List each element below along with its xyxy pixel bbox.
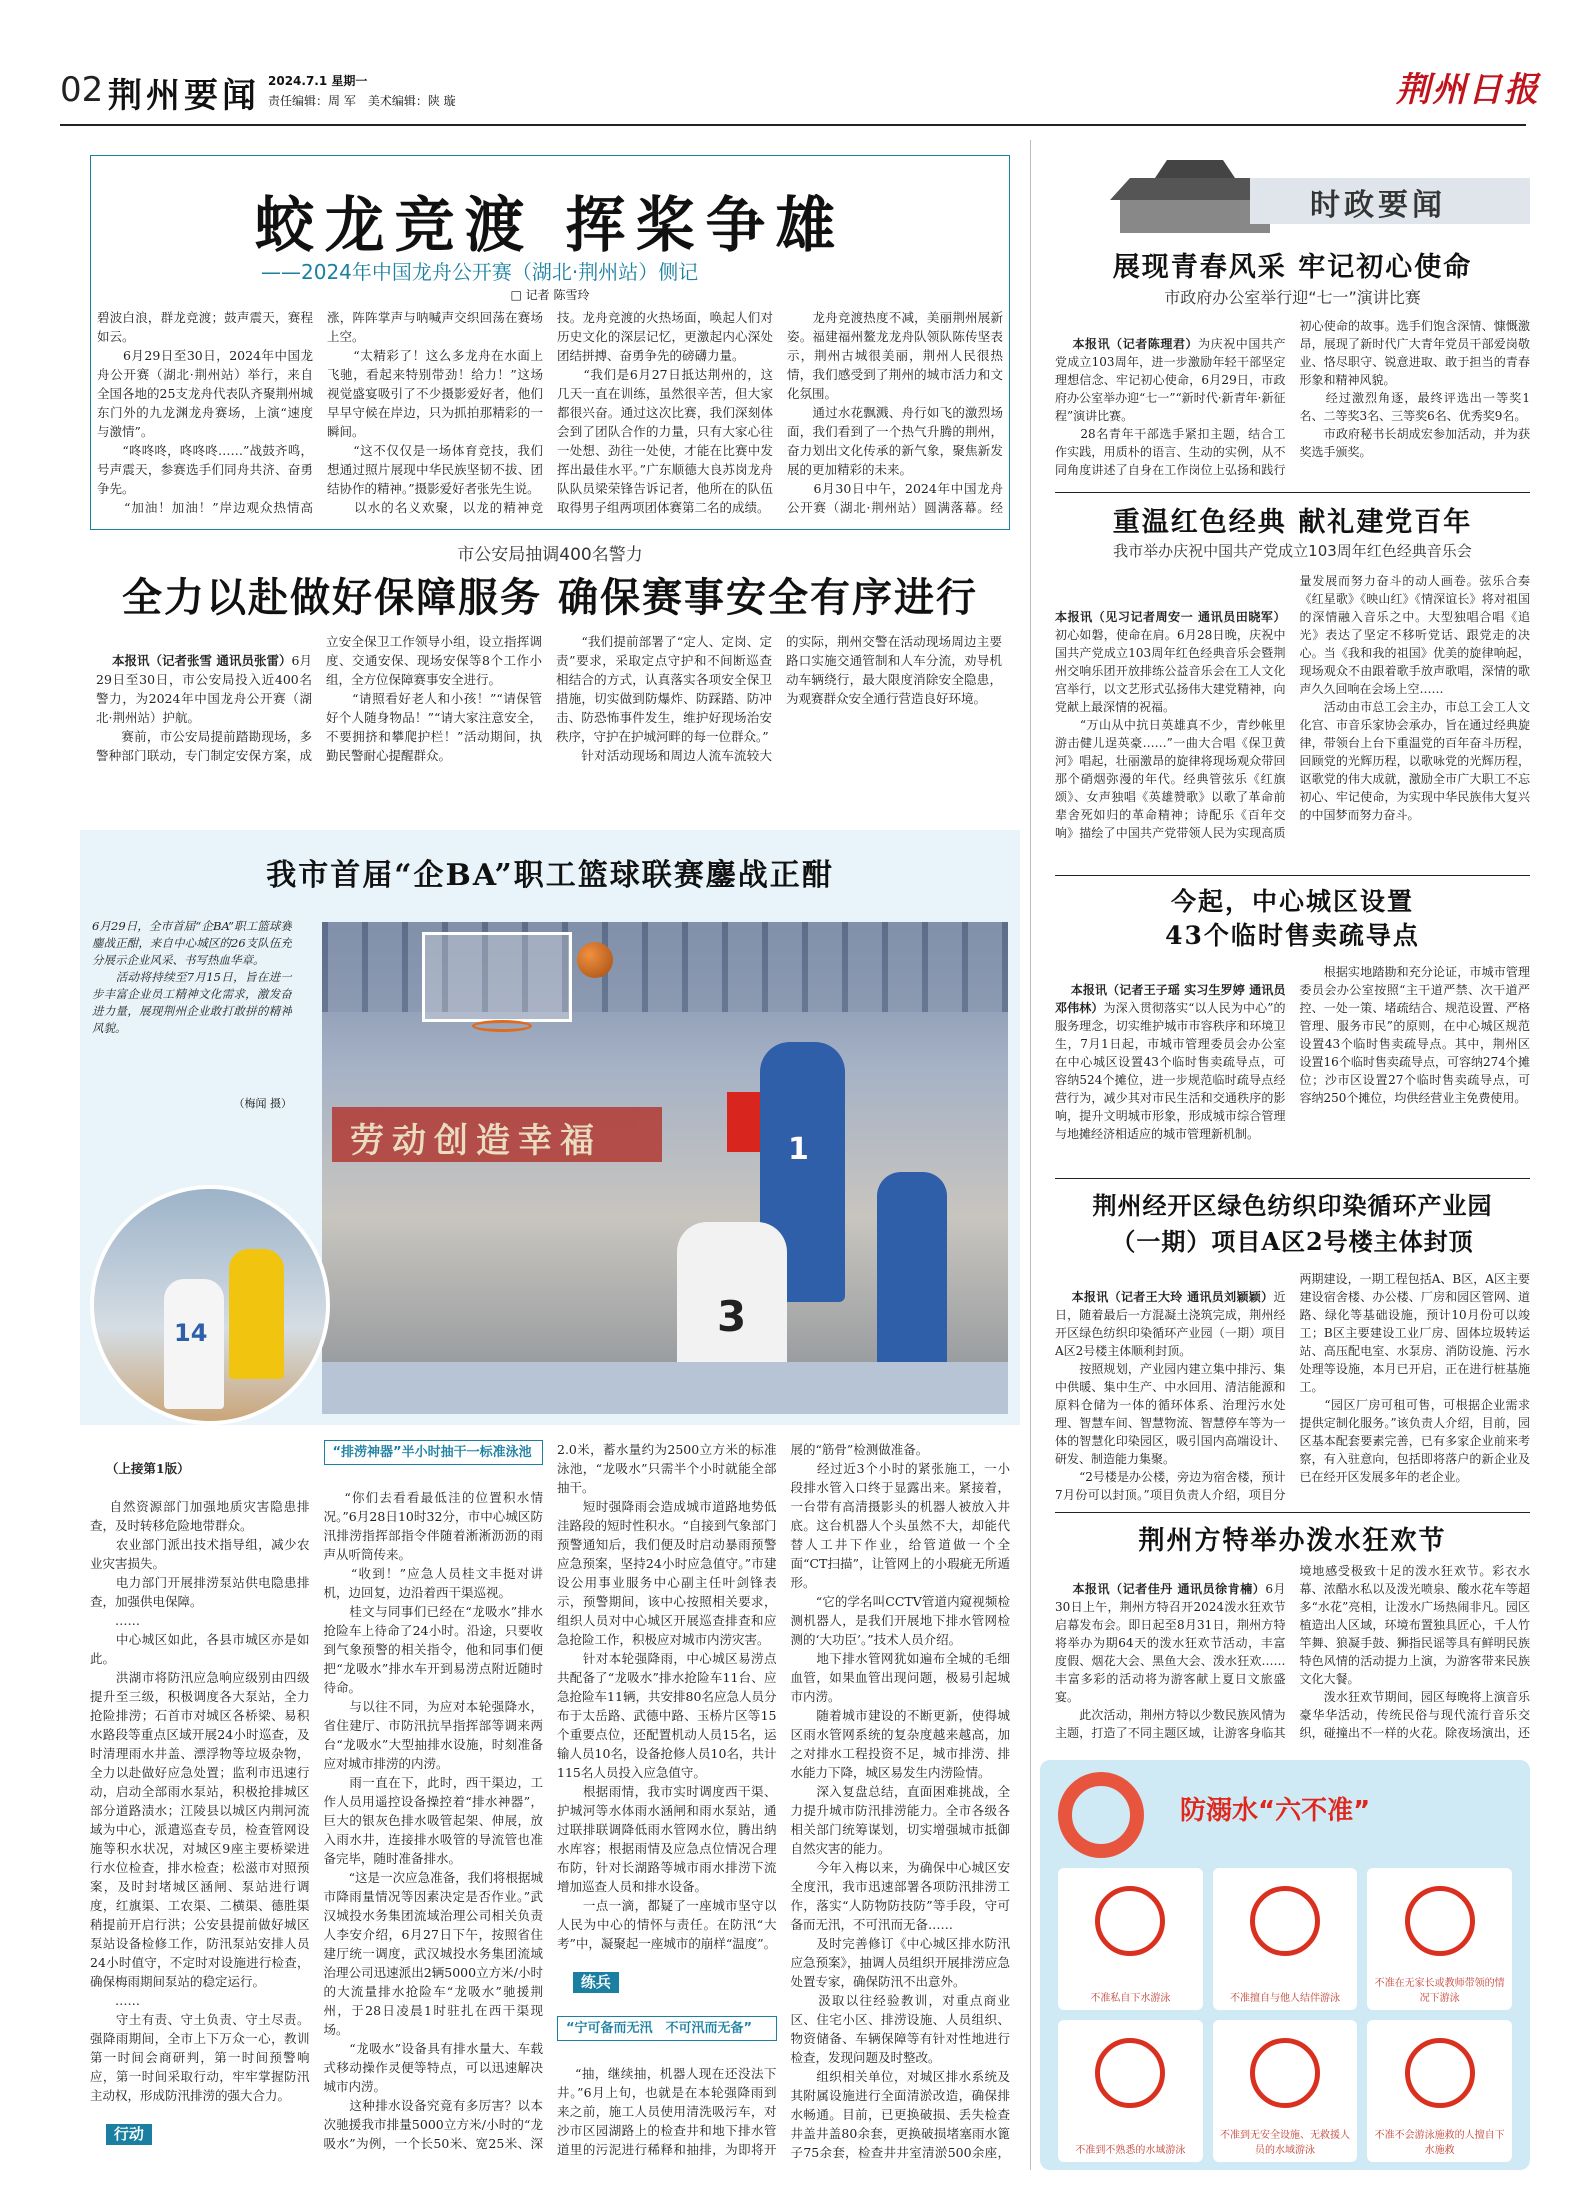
water-body [1055, 1562, 1530, 1754]
tag-drill: 练兵 [573, 1972, 619, 1993]
dragon-boat-article [90, 155, 1010, 530]
politics-header-text: 时政要闻 [1310, 188, 1446, 223]
divider-3 [1055, 1178, 1530, 1179]
section-name: 荆州要闻 [108, 76, 260, 116]
basketball-main-photo [322, 922, 1008, 1414]
vendor-byline: 本报讯（记者王子瑶 实习生罗婷 通讯员邓伟林） [1055, 983, 1286, 1015]
poster-item [1058, 2020, 1203, 2162]
continued-story [90, 1440, 1010, 2170]
inset-player-yellow [229, 1249, 284, 1379]
no-swim-icon [1405, 1886, 1475, 1956]
masthead-rule [60, 124, 1526, 126]
vendor-title: 今起，中心城区设置 43个临时售卖疏导点 [1165, 887, 1420, 950]
continued-text-3: “抽，继续抽，机器人现在还没法下井。”6月上旬，也就是在本轮强降雨到来之前，施工人员使用清洗吸污车，对沙市区园湖路上的检查井和地下排水管道里的污泥进行稀释和抽排，为即将开展的“筋骨”检测做准备。 经过近3个小时的紧张施工，一小段排水管入口终于显露出来。紧接着，一台带有高清摄影头的机器人被放入井底。这台机器人个头虽然不大，却能代替人工井下作业，给管道做一个全面“CT扫描”，让管网上的小瑕疵无所遁形。 “它的学名叫CCTV管道内窥视频检测机器人，是我们开展地下排水管网检测的‘大功臣’。”技术人员介绍。 地下排水管网犹如遍布全城的毛细血管，如果血管出现问题，极易引起城市内涝。 随着城市建设的不断更新，使得城区雨水管网系统的复杂度越来越高，加之对排水工程投资不足，城市排涝、排水能力下降，城区易发生内涝险情。 深入复盘总结，直面困难挑战，全力提升城市防汛排涝能力。全市各级各相关部门统筹谋划，切实增强城市抵御自然灾害的能力。 今年入梅以来，为确保中心城区安全度汛，我市迅速部署各项防汛排涝工作，落实“人防物防技防”等手段，守可备而无汛，不可汛而无备…… 及时完善修订《中心城区排水防汛应急预案》，抽调人员组织开展排涝应急处置专家，确保防汛不出意外。 汲取以往经验教训，对重点商业区、住宅小区、排涝设施、人员组织、物资储备、车辆保障等有针对性地进行检查，发现问题及时整改。 组织相关单位，对城区排水系统及其附属设施进行全面清淤改造，确保排水畅通。目前，已更换破损、丢失检查井盖井盖80余套，更换破损堵塞雨水篦子75余套，检查井井室清淤500余座， [557, 1442, 1010, 2160]
concert-body [1055, 572, 1530, 868]
vendor-text: 为深入贯彻落实“以人民为中心”的服务理念，切实维护城市市容秩序和环境卫生，7月1日起，市城市管理委员会办公室在中心城区设置43个临时售卖疏导点，可容纳524个摊位，进一步规范临时疏导点经营行为，减少其对市民生活和交通秩序的影响，提升文明城市形象，形成城市综合管理与地摊经济相适应的城市管理新机制。 根据实地踏勘和充分论证，市城市管理委员会办公室按照“主干道严禁、次干道严控、一处一策、堵疏结合、规范设置、严格管理、服务市民”的原则，在中心城区规范设置43个临时售卖疏导点。其中，荆州区设置16个临时售卖疏导点，可容纳274个摊位；沙市区设置27个临时售卖疏导点，可容纳250个摊位，均供经营业主免费使用。 [1055, 965, 1530, 1141]
continued-from: （上接第1版） [105, 1461, 190, 1476]
player-blue-2 [877, 1172, 947, 1372]
poster-grid [1058, 1868, 1512, 2162]
poster-item [1367, 2020, 1512, 2162]
water-text: 6月30日上午，荆州方特召开2024泼水狂欢节启幕发布会。即日起至8月31日，荆州方特将举办为期64天的泼水狂欢节活动，丰富度假、烟花大会、黑鱼大会、泼水狂欢……丰富多彩的活动将为游客献上夏日文旅盛宴。 此次活动，荆州方特以少数民族风情为主题，打造了不同主题区域，让游客身临其境地感受极致十足的泼水狂欢节。彩衣水幕、浓酷水私以及泼光喷泉、酸水花车等超多“水花”亮相，让泼水广场热闹非凡。园区植造出人区域，环境布置独具匠心，千人竹竿舞、狼凝手鼓、狮指民谣等具有鲜明民族特色风情的活动提力上演，为游客带来民族文化大餐。 泼水狂欢节期间，园区每晚将上演音乐豪华华活动，传统民俗与现代流行音乐交织，碰撞出不一样的火花。除夜场演出，还 [1055, 1564, 1530, 1740]
youth-body [1055, 317, 1530, 485]
poster-item [1367, 1868, 1512, 2010]
divider-4 [1055, 1512, 1530, 1513]
banner-text: 劳动创造幸福 [350, 1121, 602, 1161]
no-swim-icon [1095, 2038, 1165, 2108]
concert-text: 初心如磐，使命在肩。6月28日晚，庆祝中国共产党成立103周年红色经典音乐会暨荆州交响乐团开放排练公益音乐会在工人文化宫举行，以文艺形式弘扬伟大建党精神，向党献上最深情的祝福。 “万山从中抗日英雄真不少，青纱帐里游击健儿逞英豪……”一曲大合唱《保卫黄河》唱起，壮丽激昂的旋律将现场观众带回那个硝烟弥漫的年代。经典管弦乐《红旗颂》、女声独唱《英雄赞歌》以歌了革命前辈舍死如归的革命精神；诗配乐《百年交响》描绘了中国共产党带领人民为实现高质量发展而努力奋斗的动人画卷。弦乐合奏《红星歌》《映山红》《情深谊长》将对祖国的深情融入音乐之中。大型独唱合唱《追光》表达了坚定不移听党话、跟党走的决心。当《我和我的祖国》优美的旋律响起，现场观众不由跟着歌手放声歌唱，深情的歌声久久回响在会场上空…… 活动由市总工会主办，市总工会工人文化宫、市音乐家协会承办，旨在通过经典旋律，带领台上台下重温党的百年奋斗历程，回顾党的光辉历程，以歌咏党的光辉历程，讴歌党的伟大成就，激励全市广大职工不忘初心、牢记使命，为实现中华民族伟大复兴的中国梦而努力奋斗。 [1055, 574, 1530, 840]
security-text: 6月29日至30日，市公安局投入近400名警力，为2024年中国龙舟公开赛（湖北·荆州站）护航。 赛前，市公安局提前踏勘现场，多警种部门联动，专门制定安保方案，成立安全保卫工作领导小组，设立指挥调度、交通安保、现场安保等8个工作小组，全方位保障赛事安全进行。 “请照看好老人和小孩！”“请保管好个人随身物品！”“请大家注意安全，不要拥挤和攀爬护栏！”活动期间，执勤民警耐心提醒群众。 “我们提前部署了“定人、定岗、定责”要求，采取定点守护和不间断巡查相结合的方式，认真落实各项安全保卫措施，切实做到防爆炸、防踩踏、防冲击、防恐怖事件发生，维护好现场治安秩序，守护在护城河畔的每一位群众。” 针对活动现场和周边人流车流较大的实际，荆州交警在活动现场周边主要路口实施交通管制和人车分流，劝导机动车辆绕行，最大限度消除安全隐患，为观赛群众安全通行营造良好环境。 [96, 634, 1002, 763]
security-article [90, 540, 1010, 835]
youth-title: 展现青春风采 牢记初心使命 [1112, 252, 1473, 283]
poster-item [1058, 1868, 1203, 2010]
pavilion-roof-top [1155, 160, 1235, 178]
issue-date: 2024.7.1 星期一 [268, 74, 368, 88]
continued-columns [90, 1440, 1010, 2168]
vendor-article [1055, 885, 1530, 1175]
poster-item-text: 不准到无安全设施、无救援人员的水域游泳 [1219, 2130, 1350, 2156]
water-byline: 本报讯（记者佳丹 通讯员徐肯楠） [1072, 1582, 1266, 1596]
politics-header [1100, 148, 1530, 240]
basketball-title: 我市首届“企BA”职工篮球联赛鏖战正酣 [266, 858, 834, 893]
water-article [1055, 1520, 1530, 1755]
editor-credits: 责任编辑：周 军 美术编辑：陕 璇 [268, 94, 456, 108]
dragon-subtitle: ——2024年中国龙舟公开赛（湖北·荆州站）侧记 [261, 260, 699, 284]
jersey-number-3: 3 [717, 1292, 747, 1341]
vendor-body [1055, 963, 1530, 1173]
poster-title: 防溺水“六不准” [1180, 1796, 1371, 1826]
textile-title: 荆州经开区绿色纺织印染循环产业园 （一期）项目A区2号楼主体封顶 [1092, 1191, 1493, 1256]
divider-2 [1055, 875, 1530, 876]
security-byline: 本报讯（记者张雪 通讯员张雷） [111, 653, 292, 668]
security-title: 全力以赴做好保障服务 确保赛事安全有序进行 [122, 574, 978, 621]
concert-article [1055, 500, 1530, 870]
no-swim-icon [1095, 1886, 1165, 1956]
youth-text: 为庆祝中国共产党成立103周年，进一步激励年轻干部坚定理想信念、牢记初心使命，6月29日，市政府办公室举办迎“七一”“新时代·新青年·新征程”演讲比赛。 28名青年干部选手紧扣主题，结合工作实践，用质朴的语言、生动的实例，从不同角度讲述了自身在工作岗位上弘扬和践行初心使命的故事。选手们饱含深情、慷慨激昂，展现了新时代广大青年党员干部爱岗敬业、恪尽职守、锐意进取、敢于担当的青春形象和精神风貌。 经过激烈角逐，最终评选出一等奖1名、二等奖3名、三等奖6名、优秀奖9名。 市政府秘书长胡成宏参加活动，并为获奖选手颁奖。 [1055, 319, 1530, 477]
youth-article [1055, 245, 1530, 485]
youth-subtitle: 市政府办公室举行迎“七一”演讲比赛 [1164, 288, 1421, 307]
tag-action: 行动 [106, 2124, 152, 2145]
dragon-title: 蛟龙竞渡 挥桨争雄 [254, 191, 846, 261]
basketball-ball [577, 942, 613, 978]
masthead [60, 66, 1540, 132]
poster-buoy [1058, 1772, 1144, 1858]
dragon-body: 碧波白浪，群龙竞渡；鼓声震天，赛程如云。 6月29日至30日，2024年中国龙舟公开赛（湖北·荆州站）举行，来自全国各地的25支龙舟代表队齐聚荆州城东门外的九龙渊龙舟赛场，上演“速度与激情”。 “咚咚咚，咚咚咚……”战鼓齐鸣，号声震天，参赛选手们同舟共济、奋勇争先。 “加油！加油！”岸边观众热情高涨，阵阵掌声与呐喊声交织回荡在赛场上空。 “太精彩了！这么多龙舟在水面上飞驰，看起来特别带劲！给力！”这场视觉盛宴吸引了不少摄影爱好者，他们早早守候在岸边，只为抓拍那精彩的一瞬间。 “这不仅仅是一场体育竞技，我们想通过照片展现中华民族坚韧不拔、团结协作的精神。”摄影爱好者张先生说。 以水的名义欢聚，以龙的精神竞技。龙舟竞渡的火热场面，唤起人们对历史文化的深层记忆，更激起内心深处团结拼搏、奋勇争先的磅礴力量。 “我们是6月27日抵达荆州的，这几天一直在训练，虽然很辛苦，但大家都很兴奋。通过这次比赛，我们深刻体会到了团队合作的力量，只有大家心往一处想、劲往一处使，才能在比赛中发挥出最佳水平。”广东顺德大良苏岗龙舟队队员梁荣锋告诉记者，他所在的队伍取得男子组两项团体赛第二名的成绩。 龙舟竞渡热度不减，美丽荆州展新姿。福建福州鳌龙龙舟队领队陈传坚表示，荆州古城很美丽，荆州人民很热情，我们感受到了荆州的城市活力和文化氛围。 通过水花飘溅、舟行如飞的激烈场面，我们看到了一个热气升腾的荆州，奋力划出文化传承的新气象，聚焦新发展的更加精彩的未来。 6月30日中午，2024年中国龙舟公开赛（湖北·荆州站）圆满落幕。经 [97, 310, 1003, 515]
hoop [472, 1020, 532, 1032]
backboard [422, 932, 572, 1022]
poster-item-text: 不准擅自与他人结伴游泳 [1229, 1993, 1340, 2004]
paper-logo: 荆州日报 [1396, 70, 1540, 110]
basketball-inset-photo [90, 1185, 330, 1425]
pavilion-wall [1120, 200, 1270, 233]
poster-item-text: 不准在无家长或教师带领的情况下游泳 [1374, 1978, 1505, 2004]
court-floor [322, 1362, 1008, 1414]
continued-text: 自然资源部门加强地质灾害隐患排查，及时转移危险地带群众。 农业部门派出技术指导组，减少农业灾害损失。 电力部门开展排涝泵站供电隐患排查，加强供电保障。 …… 中心城区如此，各县市城区亦是如此。 洪湖市将防汛应急响应级别由四级提升至三级，积极调度各大泵站，全力抢险排涝；石首市对城区各桥梁、易积水路段等重点区域开展24小时巡查，及时清理雨水井盖、漂浮物等垃圾杂物，全力以赴做好应急处置；监利市迅速行动，启动全部雨水泵站，积极抢排城区部分道路渍水；江陵县以城区内荆河流域为中心，派遣巡查专员，检查管网设施等积水状况，对城区9座主要桥梁进行水位检查，排水检查；松滋市对照预案，及时封堵城区涵闸、泵站进行调度，红旗渠、工农渠、二横渠、德胜渠稍提前开启行洪；公安县提前做好城区泵站设备检修工作，防汛泵站安排人员24小时值守，不定时对设施进行检查，确保梅雨期间泵站的稳定运行。 …… 守土有责、守土负责、守土尽责。强降雨期间，全市上下万众一心，教训第一时间会商研判，第一时间预警响应，第一时间采取行动，牢牢掌握防汛主动权，形成防汛排涝的强大合力。 [90, 1499, 310, 2103]
basketball-caption [92, 918, 292, 1118]
textile-text: 近日，随着最后一方混凝土浇筑完成，荆州经开区绿色纺织印染循环产业园（一期）项目A区2号楼主体顺利封顶。 按照规划，产业园内建立集中排污、集中供暖、集中生产、中水回用、清洁能源和原料仓储为一体的循环体系、治理污水处理、智慧车间、智慧物流、智慧停车等为一体的智慧化印染园区，吸引国内高端设计、研发、制造能力集聚。 “2号楼是办公楼，旁边为宿舍楼，预计7月份可以封顶。”项目负责人介绍，项目分两期建设，一期工程包括A、B区，A区主要建设宿舍楼、办公楼、厂房和园区管网、道路、绿化等基础设施，预计10月份可以竣工；B区主要建设工业厂房、固体垃圾转运站、高压配电室、水泵房、消防设施、污水处理等设施，本月已开启，正在进行桩基施工。 “园区厂房可租可售，可根据企业需求提供定制化服务。”该负责人介绍，目前，园区基本配套要素完善，已有多家企业前来考察，有入驻意向，包括即将落户的新企业及已在经开区发展多年的老企业。 [1055, 1272, 1530, 1502]
no-swim-icon [1250, 1886, 1320, 1956]
concert-title: 重温红色经典 献礼建党百年 [1112, 507, 1473, 538]
divider-1 [1055, 492, 1530, 493]
no-swim-icon [1250, 2038, 1320, 2108]
poster-item-text: 不准不会游泳施救的人擅自下水施救 [1374, 2130, 1505, 2156]
concert-subtitle: 我市举办庆祝中国共产党成立103周年红色经典音乐会 [1113, 542, 1472, 560]
safety-poster [1040, 1760, 1530, 2170]
no-swim-icon [1405, 2038, 1475, 2108]
youth-byline: 本报讯（记者陈理君） [1072, 337, 1199, 351]
poster-item-text: 不准私自下水游泳 [1090, 1993, 1171, 2004]
column-divider [1030, 140, 1031, 2170]
dragon-byline: □ 记者 陈雪玲 [510, 288, 590, 302]
jersey-number-1: 1 [788, 1132, 809, 1167]
subhead-drainage: “排涝神器”半小时抽干一标准泳池 [324, 1440, 544, 1465]
textile-byline: 本报讯（记者王大玲 通讯员刘颖颖） [1071, 1290, 1274, 1304]
concert-byline: 本报讯（见习记者周安一 通讯员田晓军） [1055, 610, 1286, 624]
basketball-feature [80, 830, 1020, 1425]
security-kicker: 市公安局抽调400名警力 [457, 545, 643, 565]
basketball-photographer: （梅闻 摄） [233, 1097, 292, 1110]
wall-banner [332, 1107, 662, 1162]
water-title: 荆州方特举办泼水狂欢节 [1138, 1526, 1447, 1556]
inset-jersey-14: 14 [174, 1319, 208, 1347]
basketball-caption-text: 6月29日，全市首届“企BA”职工篮球赛鏖战正酣，来自中心城区的26支队伍充分展示企业风采、书写热血华章。 活动将持续至7月15日，旨在进一步丰富企业员工精神文化需求，激发奋进力量，展现荆州企业敢打敢拼的精神风貌。 [92, 919, 292, 1035]
poster-item [1213, 2020, 1358, 2162]
poster-item [1213, 1868, 1358, 2010]
textile-article [1055, 1188, 1530, 1508]
security-body [96, 632, 1002, 832]
poster-item-text: 不准到不熟悉的水域游泳 [1075, 2145, 1186, 2156]
page-number: 02 [60, 70, 104, 110]
textile-body [1055, 1270, 1530, 1506]
subhead-prepare: “宁可备而无汛 不可汛而无备” [557, 2016, 777, 2041]
continued-text-2: “你们去看看最低洼的位置积水情况。”6月28日10时32分，市中心城区防汛排涝指挥部指令伴随着淅淅沥沥的雨声从听筒传来。 “收到！”应急人员桂文丰挺对讲机，边回复，边沿着西干渠巡视。 桂文与同事们已经在“龙吸水”排水抢险车上待命了24小时。沿途，只要收到气象预警的相关指令，他和同事们便把“龙吸水”排水车开到易涝点附近随时待命。 与以往不同，为应对本轮强降水，省住建厅、市防汛抗旱指挥部等调来两台“龙吸水”大型抽排水设施，时刻准备应对城市排涝的内涝。 雨一直在下，此时，西干渠边，工作人员用遥控设备操控着“排水神器”，巨大的银灰色排水吸管起架、伸展，放入雨水井，连接排水吸管的导流管也准备完毕，随时准备排水。 “这是一次应急准备，我们将根据城市降雨量情况等因素决定是否作业。”武汉城投水务集团流域治理公司相关负责人李安介绍，6月27日下午，按照省住建厅统一调度，武汉城投水务集团流域治理公司迅速派出2辆5000立方米/小时的大流量排水抢险车“龙吸水”驰援荆州，于28日凌晨1时驻扎在西干渠现场。 “龙吸水”设备具有排水量大、车载式移动操作灵便等特点，可以迅速解决城市内涝。 这种排水设备究竟有多厉害？以本次驰援我市排量5000立方米/小时的“龙吸水”为例，一个长50米、宽25米、深2.0米，蓄水量约为2500立方米的标准泳池，“龙吸水”只需半个小时就能全部抽干。 短时强降雨会造成城市道路地势低洼路段的短时性积水。“自接到气象部门预警通知后，我们便及时启动暴雨预警应急预案，坚持24小时应急值守。”市建设公用事业服务中心副主任叶剑锋表示，预警期间，该中心按照相关要求，组织人员对中心城区开展巡查排查和应急抢险工作，积极应对城市内涝灾害。 针对本轮强降雨，中心城区易涝点共配备了“龙吸水”排水抢险车11台、应急抢险车11辆，共安排80名应急人员分布于太岳路、武德中路、玉桥片区等15个重要点位，还配置机动人员15名，运输人员10名，设备抢修人员10名，共计115名人员投入应急值守。 根据雨情，我市实时调度西干渠、护城河等水体雨水涵闸和雨水泵站，通过联排联调降低雨水管网水位，腾出纳水库容；根据雨情及应急点位情况合理布防，针对长湖路等城市雨水排涝下流增加巡查人员和排水设备。 一点一滴，都疑了一座城市坚守以人民为中心的情怀与责任。在防汛“大考”中，凝聚起一座城市的崩样“温度”。 [323, 1442, 777, 2151]
